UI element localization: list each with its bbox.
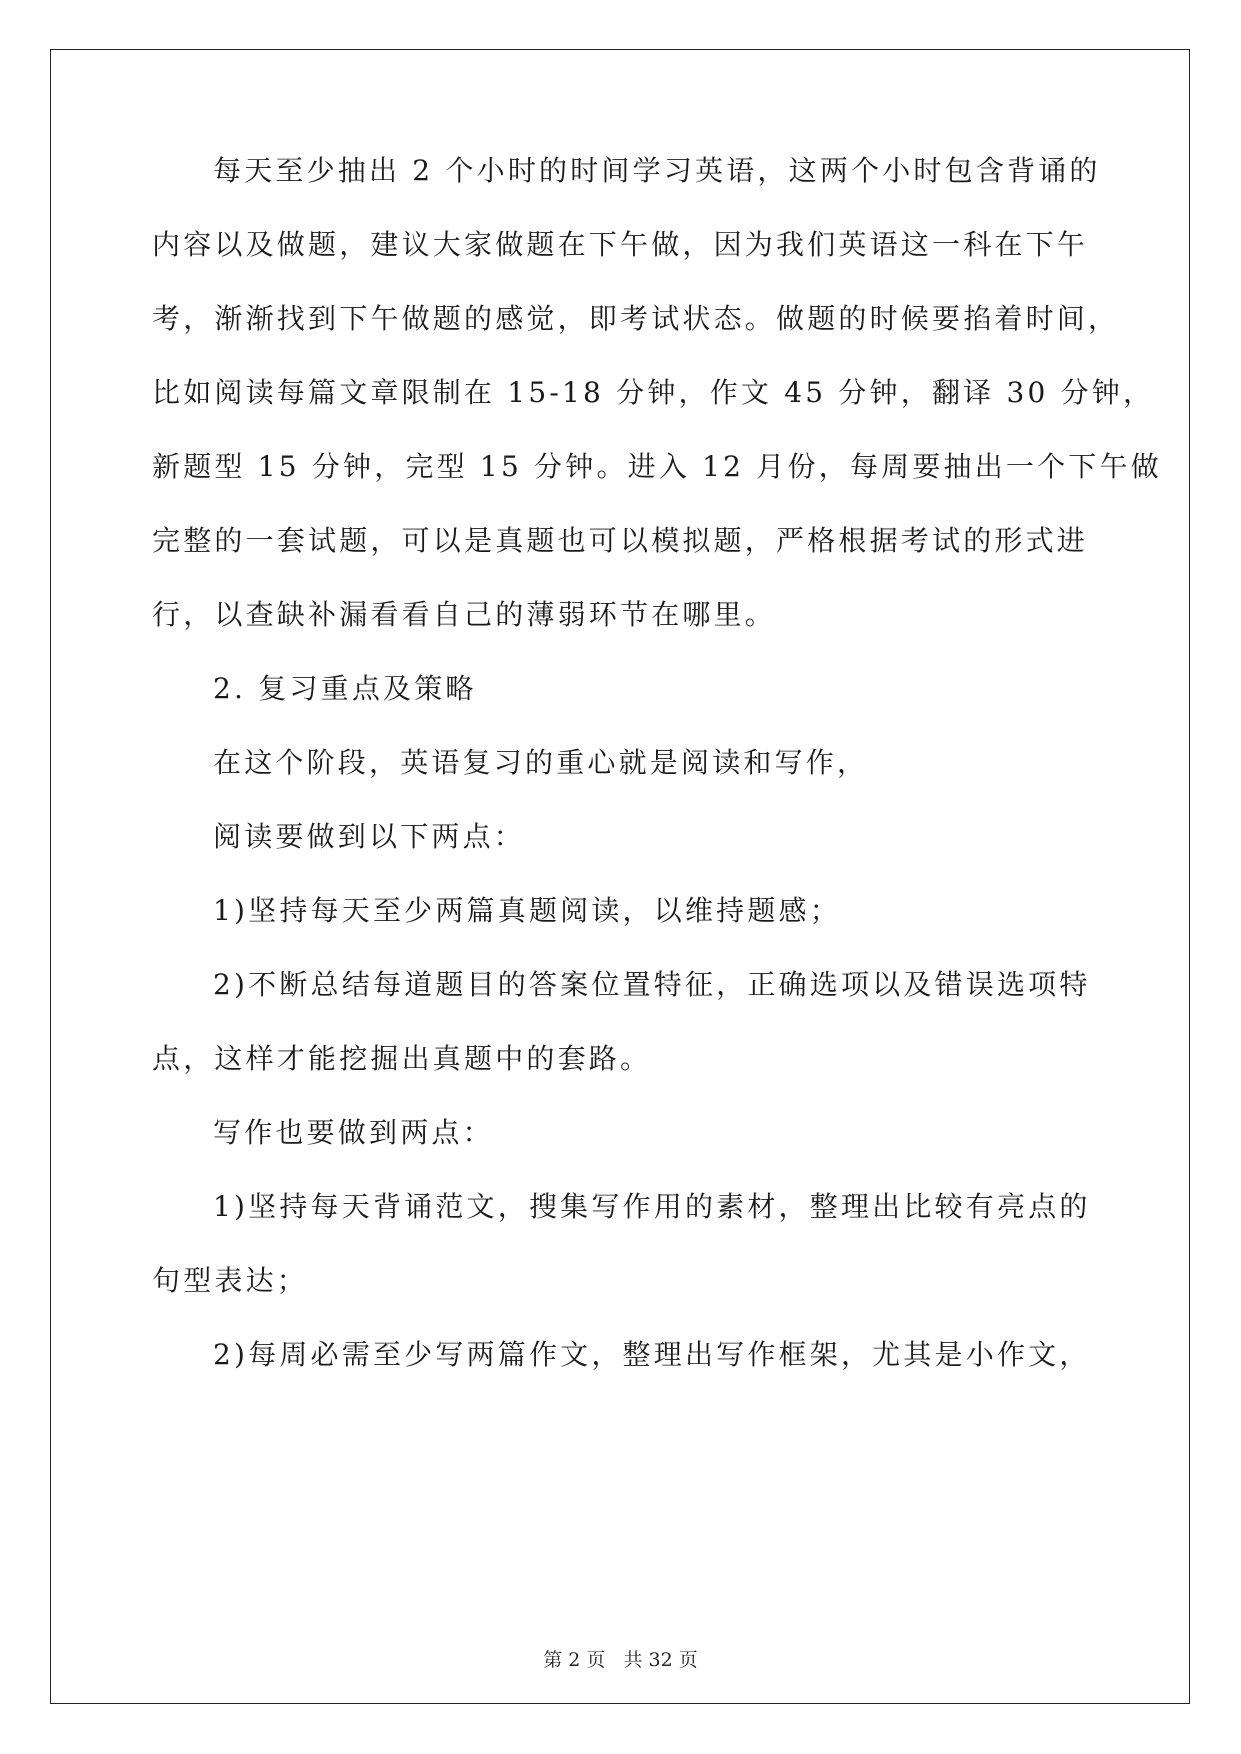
page-border <box>50 49 1190 1704</box>
text-line: 点，这样才能挖掘出真题中的套路。 <box>152 1042 652 1075</box>
total-pages-label: 共 32 页 <box>623 1649 698 1671</box>
section-heading: 2. 复习重点及策略 <box>213 672 477 705</box>
text-line: 完整的一套试题，可以是真题也可以模拟题，严格根据考试的形式进 <box>152 524 1089 557</box>
text-line: 阅读要做到以下两点： <box>213 820 526 853</box>
text-line: 考，渐渐找到下午做题的感觉，即考试状态。做题的时候要掐着时间， <box>152 302 1120 335</box>
list-item: 1)坚持每天至少两篇真题阅读，以维持题感； <box>213 894 841 927</box>
text-line: 写作也要做到两点： <box>213 1116 494 1149</box>
page-footer <box>0 1648 1241 1672</box>
list-item: 2)每周必需至少写两篇作文，整理出写作框架，尤其是小作文， <box>213 1338 1091 1371</box>
text-line: 新题型 15 分钟，完型 15 分钟。进入 12 月份，每周要抽出一个下午做 <box>152 450 1162 483</box>
list-item: 2)不断总结每道题目的答案位置特征，正确选项以及错误选项特 <box>213 968 1091 1001</box>
text-line: 句型表达； <box>152 1264 309 1297</box>
text-line: 行，以查缺补漏看看自己的薄弱环节在哪里。 <box>152 598 777 631</box>
current-page-label: 第 2 页 <box>543 1649 606 1671</box>
list-item: 1)坚持每天背诵范文，搜集写作用的素材，整理出比较有亮点的 <box>213 1190 1091 1223</box>
text-line: 内容以及做题，建议大家做题在下午做，因为我们英语这一科在下午 <box>152 228 1089 261</box>
text-line: 比如阅读每篇文章限制在 15-18 分钟，作文 45 分钟，翻译 30 分钟， <box>152 376 1155 409</box>
text-line: 每天至少抽出 2 个小时的时间学习英语，这两个小时包含背诵的 <box>213 154 1101 187</box>
text-line: 在这个阶段，英语复习的重心就是阅读和写作， <box>213 746 869 779</box>
